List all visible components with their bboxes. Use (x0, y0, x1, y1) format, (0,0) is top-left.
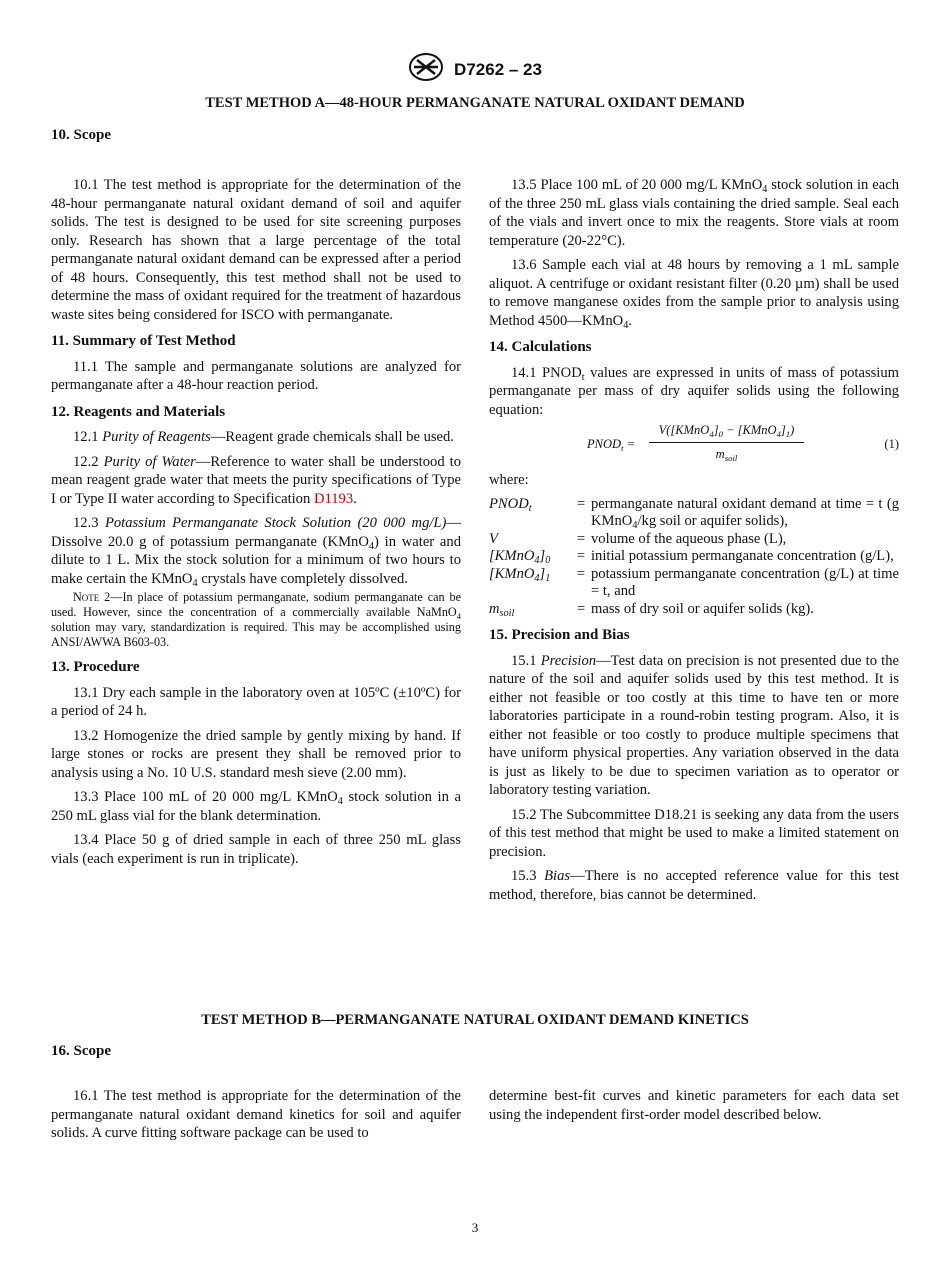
link-d1193[interactable]: D1193 (313, 490, 354, 507)
para-13-4: 13.4 Place 50 g of dried sample in each of three 250 mL glass vials (each experiment is run in triplicate). (51, 832, 461, 867)
method-b-title: TEST METHOD B—PERMANGANATE NATURAL OXIDANT DEMAND KINETICS (201, 1012, 749, 1028)
equation-number: (1) (884, 437, 899, 451)
para-12-3: 12.3 Potassium Permanganate Stock Solution (20 000 mg/L)—Dissolve 20.0 g of potassium permanganate (KMnO$_4$) in water and dilute to 1 L. Mix the stock solution for a minimum of two hours to make certain the KMnO$_4$ crystals have completely dissolved. (51, 515, 462, 589)
section-13-heading: 13. Procedure (51, 659, 140, 675)
para-13-3: 13.3 Place 100 mL of 20 000 mg/L KMnO$_4$ stock solution in a 250 mL glass vial for the blank determination. (51, 789, 462, 824)
definition-row: $[KMnO_4]_0$ = initial potassium permanganate concentration (g/L), (489, 548, 894, 566)
para-16-1-right: determine best-fit curves and kinetic parameters for each data set using the independent first-order model described below. (489, 1088, 899, 1123)
left-column (51, 176, 461, 874)
definition-row: $m_{soil}$ = mass of dry soil or aquifer solids (kg). (489, 600, 814, 619)
where-label: where: (489, 472, 529, 488)
variable-definitions (489, 496, 899, 619)
equation-1 (489, 421, 899, 465)
astm-logo-icon (408, 52, 444, 87)
para-13-2: 13.2 Homogenize the dried sample by gently mixing by hand. If large stones or rocks are present they shall be removed prior to analysis using a No. 10 U.S. standard mesh sieve (2.00 mm). (51, 727, 461, 781)
para-13-1: 13.1 Dry each sample in the laboratory oven at 105ºC (±10ºC) for a period of 24 h. (51, 684, 461, 719)
method-a-title: TEST METHOD A—48-HOUR PERMANGANATE NATURAL OXIDANT DEMAND (205, 95, 745, 111)
section-12-heading: 12. Reagents and Materials (51, 403, 226, 420)
page-number: 3 (471, 1220, 479, 1235)
definition-row: V = volume of the aqueous phase (L), (489, 530, 787, 547)
standard-designation: D7262 – 23 (454, 59, 542, 79)
section-16-heading: 16. Scope (51, 1043, 111, 1059)
section-10-heading: 10. Scope (51, 127, 111, 143)
definition-row: $[KMnO_4]_1$ = potassium permanganate concentration (g/L) at time = t, and (489, 565, 899, 599)
page-header (0, 52, 950, 87)
right-column-b (489, 1087, 899, 1130)
para-13-6: 13.6 Sample each vial at 48 hours by removing a 1 mL sample aliquot. A centrifuge or oxidant resistant filter (0.20 µm) shall be used to remove manganese oxides from the sample prior to analysis using Method 4500—KMnO$_4$. (489, 257, 899, 331)
section-15-heading: 15. Precision and Bias (489, 627, 630, 643)
para-11-1: 11.1 The sample and permanganate solutions are analyzed for permanganate after a 48-hour reaction period. (51, 358, 461, 393)
para-14-1: 14.1 $PNOD_t$ values are expressed in units of mass of potassium permanganate per mass of dry aquifer solids using the following equation: (489, 364, 900, 418)
para-15-3: 15.3 Bias—There is no accepted reference value for this test method, therefore, bias cannot be determined. (489, 868, 899, 903)
para-15-1: 15.1 Precision—Test data on precision is not presented due to the nature of the soil and aquifer solids used by this test method. It is either not feasible or too costly at this time to have ten or more laboratories participate in a round-robin testing program. Also, it is either not feasible or too costly to produce multiple specimens that have uniform physical properties. Any variation observed in the data is just as likely to be due to specimen variation as to operator or laboratory testing variation. (489, 652, 899, 798)
section-14-heading: 14. Calculations (489, 339, 592, 355)
para-12-1: 12.1 Purity of Reagents—Reagent grade chemicals shall be used. (73, 429, 454, 445)
para-12-2: 12.2 Purity of Water—Reference to water shall be understood to mean reagent grade water that meets the purity specifications of Type I or Type II water according to Specification D1193. (51, 453, 461, 507)
note-2: Note 2—In place of potassium permanganate, sodium permanganate can be used. However, since the concentration of a commercially available NaMnO$_4$ solution may vary, standardization is required. This may be accomplished using ANSI/AWWA B603-03. (51, 590, 461, 649)
equation-lhs: $PNOD_t$ = (587, 437, 636, 453)
left-column-b (51, 1087, 461, 1149)
right-column (489, 176, 899, 910)
section-11-heading: 11. Summary of Test Method (51, 333, 236, 349)
definition-row: $PNOD_t$ = permanganate natural oxidant demand at time = t (g KMnO$_4$/kg soil or aquifer solids), (489, 495, 899, 531)
para-13-5: 13.5 Place 100 mL of 20 000 mg/L KMnO$_4$ stock solution in each of the three 250 mL glass vials containing the dried sample. Seal each of the vials and invert once to mix the reagents. Store vials at room temperature (20-22°C). (489, 177, 900, 249)
para-16-1-left: 16.1 The test method is appropriate for the determination of the permanganate natural oxidant demand kinetics for soil and aquifer solids. A curve fitting software package can be used to (51, 1088, 461, 1141)
equation-fraction: $V([KMnO_4]_0$ − $[KMnO_4]_1$) $m_{soil}$ (649, 421, 804, 463)
para-15-2: 15.2 The Subcommittee D18.21 is seeking any data from the users of this test method that might be used to make a limited statement on precision. (489, 806, 900, 860)
para-10-1: 10.1 The test method is appropriate for the determination of the 48-hour permanganate natural oxidant demand of soil and aquifer solids. The test is designed to be used for site screening purposes only. Research has shown that a large percentage of the total permanganate natural oxidant demand can be expressed after a period of 48 hours. Consequently, this test method shall not be used to determine the mass of oxidant required for the treatment of hazardous waste sites being considered for ISCO with permanganate. (51, 177, 461, 323)
